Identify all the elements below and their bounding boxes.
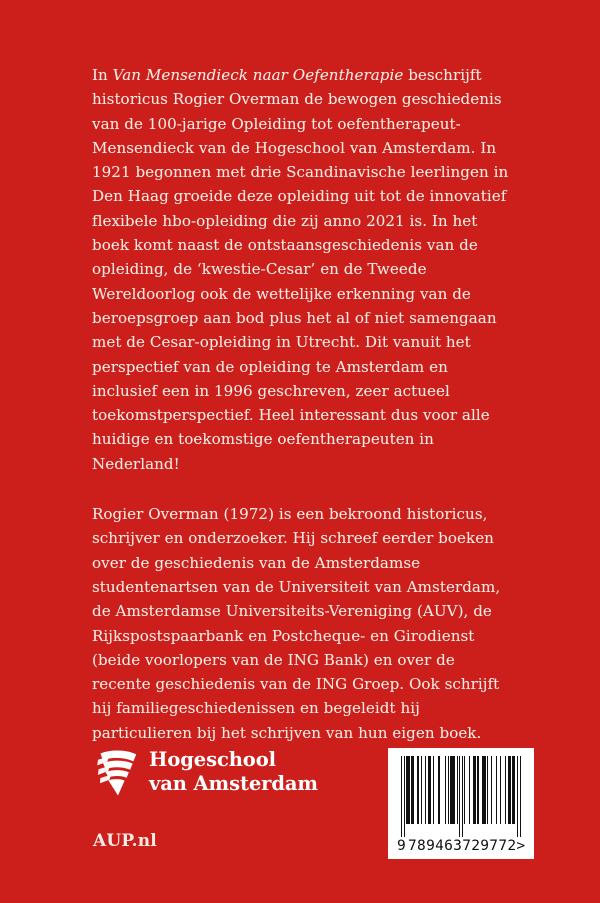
barcode-digit-group-0: 9 <box>397 838 407 854</box>
isbn-barcode <box>388 748 534 859</box>
blurb-text-block <box>92 63 512 745</box>
barcode-digit-group-3: > <box>516 838 526 854</box>
cover-footer <box>0 735 600 903</box>
hva-wordmark <box>149 748 318 796</box>
hva-flame-shield-icon <box>97 747 139 797</box>
barcode-bars <box>401 756 521 837</box>
hva-wordmark-line-1: Hogeschool <box>149 748 276 771</box>
blurb-paragraph-2: Rogier Overman (1972) is een bekroond historicus, schrijver en onderzoeker. Hij schreef eerder boeken over de geschiedenis van de Amsterdamse studentenartsen van de Universiteit van Amsterdam, de Amsterdamse Universiteits-Vereniging (AUV), de Rijkspostspaarbank en Postcheque- en Girodienst (beide voorlopers van de ING Bank) en over de recente geschiedenis van de ING Groep. Ook schrijft hij familiegeschiedenissen en begeleidt hij particulieren bij het schrijven van hun eigen boek. <box>92 505 501 742</box>
blurb-p1-seg-2: beschrijft historicus Rogier Overman de bewogen geschiedenis van de 100-jarige Opleiding tot oefentherapeut-Mensendieck van de Hogeschool van Amsterdam. In 1921 begonnen met drie Scandinavische leerlingen in Den Haag groeide deze opleiding uit tot de innovatief flexibele hbo-opleiding die zij anno 2021 is. In het boek komt naast de ontstaansgeschiedenis van de opleiding, de ‘kwestie-Cesar’ en de Tweede Wereldoorlog ook de wettelijke erkenning van de beroepsgroep aan bod plus het al of niet samengaan met de Cesar-opleiding in Utrecht. Dit vanuit het perspectief van de opleiding te Amsterdam en inclusief een in 1996 geschreven, zeer actueel toekomstperspectief. Heel interessant dus voor alle huidige en toekomstige oefentherapeuten in Nederland! <box>92 66 509 473</box>
blurb-p1-seg-0: In <box>92 66 113 84</box>
aup-imprint-label: AUP.nl <box>93 831 157 851</box>
book-title-italic: Van Mensendieck naar Oefentherapie <box>112 66 404 84</box>
hva-wordmark-line-2: van Amsterdam <box>149 772 318 795</box>
barcode-digits <box>395 837 527 855</box>
hogeschool-van-amsterdam-logo <box>97 747 318 797</box>
blurb-paragraph-1 <box>92 63 512 476</box>
barcode-digit-group-1: 789463 <box>408 838 463 854</box>
barcode-digit-group-2: 729772 <box>462 838 517 854</box>
